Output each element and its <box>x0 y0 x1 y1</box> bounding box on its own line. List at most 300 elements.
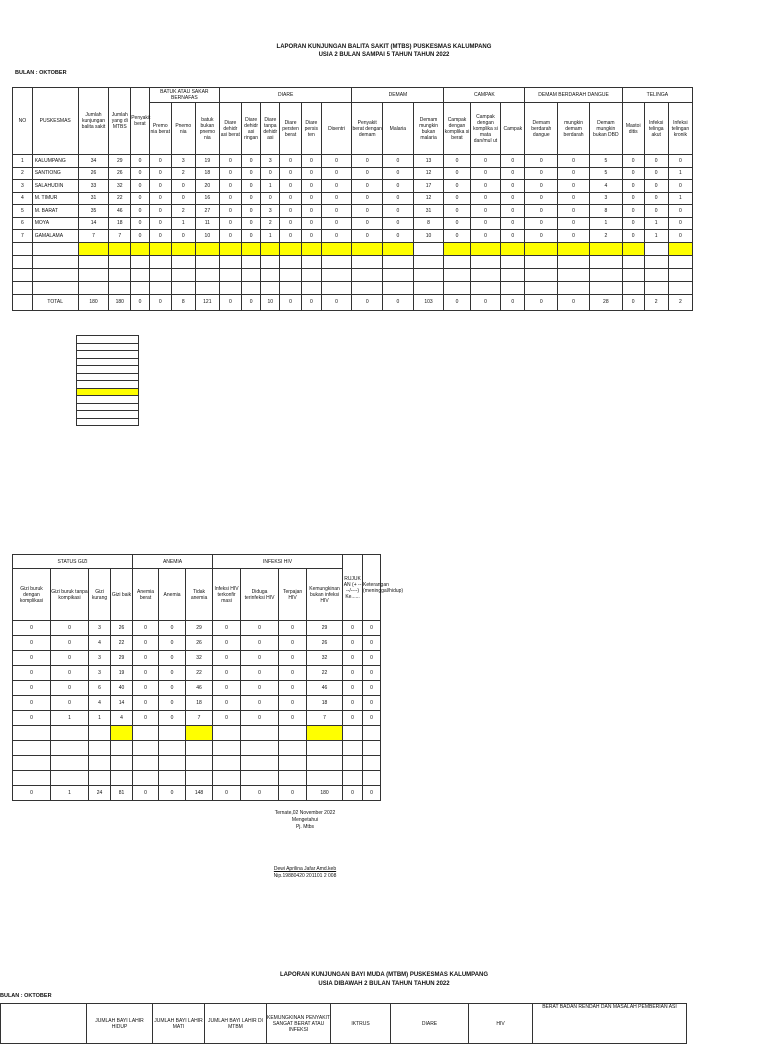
table-cell: 0 <box>321 167 352 180</box>
empty-cell <box>343 741 363 756</box>
table-cell: 29 <box>307 621 343 636</box>
empty-cell <box>321 268 352 281</box>
table-cell: 0 <box>644 155 668 168</box>
table-cell: 0 <box>241 681 279 696</box>
total-cell: 180 <box>78 294 109 310</box>
empty-cell <box>159 756 186 771</box>
empty-cell <box>89 741 111 756</box>
table-row <box>13 205 693 218</box>
table-cell: 7 <box>109 230 131 243</box>
side-cell <box>77 381 139 389</box>
table-cell: 0 <box>668 155 692 168</box>
empty-cell <box>32 242 78 255</box>
total-cell: 0 <box>219 294 241 310</box>
table-cell: 0 <box>470 205 501 218</box>
table-cell: 0 <box>352 217 383 230</box>
group-diare: DIARE <box>219 88 352 103</box>
table-cell: 7 <box>186 711 213 726</box>
table-cell: 0 <box>133 711 159 726</box>
table-cell: 0 <box>363 636 381 651</box>
group-batuk: BATUK ATAU SAKAR BERNAFAS <box>149 88 219 103</box>
empty-cell <box>186 726 213 741</box>
header-col-21: mungkin demam berdarah <box>558 103 590 155</box>
t2-header-col-3: Gizi baik <box>111 569 133 621</box>
table-cell: 0 <box>241 192 261 205</box>
empty-cell <box>131 242 150 255</box>
table-cell: 0 <box>280 192 302 205</box>
empty-cell <box>78 242 109 255</box>
header-col-15: Malaria <box>383 103 414 155</box>
table-cell: 0 <box>301 230 321 243</box>
total-cell: 0 <box>279 786 307 801</box>
table-cell: 6 <box>89 681 111 696</box>
header-kunjungan: Jumlah kunjungan balita sakit <box>78 88 109 155</box>
table-cell: 46 <box>109 205 131 218</box>
empty-row <box>13 268 693 281</box>
empty-cell <box>13 756 51 771</box>
empty-cell <box>622 268 644 281</box>
empty-cell <box>89 726 111 741</box>
header-col-18: Campak dengan komplika si mata dan/mul ut <box>470 103 501 155</box>
table-cell: GAMALAMA <box>32 230 78 243</box>
table-cell: 0 <box>383 167 414 180</box>
table-cell: 0 <box>159 696 186 711</box>
table-cell: 0 <box>558 217 590 230</box>
table-cell: 16 <box>195 192 219 205</box>
table-cell: 0 <box>343 681 363 696</box>
empty-cell <box>241 726 279 741</box>
empty-cell <box>525 268 558 281</box>
table-cell: 33 <box>78 180 109 193</box>
table-row <box>13 180 693 193</box>
table-row <box>13 167 693 180</box>
group-gizi: STATUS GIZI <box>13 555 133 569</box>
table-cell: 0 <box>525 155 558 168</box>
table-cell: 0 <box>241 180 261 193</box>
sig-line2: Mengetahui <box>291 817 319 823</box>
table-cell: 0 <box>13 681 51 696</box>
total-cell: 0 <box>525 294 558 310</box>
t2-header-col-6: Tidak anemia <box>186 569 213 621</box>
empty-cell <box>558 242 590 255</box>
table-cell: 0 <box>321 180 352 193</box>
table-cell: 0 <box>622 167 644 180</box>
table-cell: SALAHUDIN <box>32 180 78 193</box>
header-col-9: Diare dehidr asi ringan <box>241 103 261 155</box>
empty-cell <box>307 741 343 756</box>
empty-cell <box>343 771 363 786</box>
empty-cell <box>413 255 444 268</box>
empty-cell <box>109 242 131 255</box>
header-col-8: Diare dehidr asi berat <box>219 103 241 155</box>
table-cell: 34 <box>78 155 109 168</box>
table-cell: 0 <box>51 636 89 651</box>
empty-cell <box>149 255 171 268</box>
empty-cell <box>279 741 307 756</box>
table-cell: 0 <box>13 636 51 651</box>
empty-cell <box>279 771 307 786</box>
empty-row <box>13 741 381 756</box>
table-cell: 0 <box>343 711 363 726</box>
table-cell: 1 <box>89 711 111 726</box>
table-cell: 0 <box>280 180 302 193</box>
side-column <box>76 335 139 426</box>
empty-cell <box>644 268 668 281</box>
table-cell: 0 <box>149 230 171 243</box>
table-cell: 0 <box>343 636 363 651</box>
empty-cell <box>363 741 381 756</box>
table-cell: 0 <box>301 192 321 205</box>
empty-cell <box>501 255 525 268</box>
empty-cell <box>219 268 241 281</box>
table-cell: 0 <box>241 666 279 681</box>
empty-cell <box>13 771 51 786</box>
table-cell: 29 <box>109 155 131 168</box>
table-cell: 0 <box>558 230 590 243</box>
empty-cell <box>413 242 444 255</box>
header-col-5: Premo nia berat <box>149 103 171 155</box>
table-cell: 3 <box>261 205 280 218</box>
empty-cell <box>159 726 186 741</box>
table-cell: 2 <box>261 217 280 230</box>
table-cell: 0 <box>213 711 241 726</box>
table-cell: 0 <box>321 217 352 230</box>
table-cell: 0 <box>171 180 195 193</box>
empty-cell <box>213 726 241 741</box>
sig-place-date: Ternate,02 November 2022 <box>274 810 336 816</box>
side-cell <box>77 351 139 359</box>
table-cell: 22 <box>109 192 131 205</box>
table-cell: 1 <box>589 217 622 230</box>
total-cell: 121 <box>195 294 219 310</box>
table-cell: 0 <box>363 696 381 711</box>
table-cell: 0 <box>241 711 279 726</box>
table-cell: 0 <box>352 192 383 205</box>
empty-cell <box>363 771 381 786</box>
header-col-6: Pnemo nia <box>171 103 195 155</box>
group-dbd: DEMAM BERDARAH DANGUE <box>525 88 622 103</box>
empty-cell <box>413 268 444 281</box>
table-cell: 40 <box>111 681 133 696</box>
t3-header-ikterus: IKTRUS <box>331 1004 391 1044</box>
empty-cell <box>622 242 644 255</box>
total-cell: 0 <box>343 786 363 801</box>
total-cell: 0 <box>301 294 321 310</box>
table-cell: 0 <box>363 681 381 696</box>
empty-cell <box>352 255 383 268</box>
table-cell: 0 <box>51 696 89 711</box>
table-cell: 0 <box>363 711 381 726</box>
table-cell: 0 <box>219 205 241 218</box>
table-cell: 3 <box>261 155 280 168</box>
empty-cell <box>241 281 261 294</box>
table-cell: 0 <box>133 651 159 666</box>
table-cell: 0 <box>470 192 501 205</box>
table-cell: 0 <box>13 696 51 711</box>
empty-cell <box>32 255 78 268</box>
t3-header-diare: DIARE <box>391 1004 469 1044</box>
table-cell: 0 <box>159 666 186 681</box>
table-cell: 0 <box>279 636 307 651</box>
t2-header-col-9: Terpajan HIV <box>279 569 307 621</box>
empty-cell <box>171 268 195 281</box>
empty-cell <box>241 771 279 786</box>
table-cell: 0 <box>213 621 241 636</box>
header-col-13: Disentri <box>321 103 352 155</box>
empty-cell <box>241 242 261 255</box>
table-cell: 0 <box>383 217 414 230</box>
sig-nip: Nip.19880420 201101 2 008 <box>273 873 337 879</box>
table-cell: 18 <box>186 696 213 711</box>
table-cell: 0 <box>444 180 470 193</box>
total-cell: 81 <box>111 786 133 801</box>
table-cell: 0 <box>525 230 558 243</box>
table-cell: 0 <box>525 167 558 180</box>
empty-cell <box>78 281 109 294</box>
table-cell: 0 <box>149 192 171 205</box>
empty-row <box>13 771 381 786</box>
table-cell: 1 <box>261 230 280 243</box>
empty-cell <box>13 255 33 268</box>
group-campak: CAMPAK <box>444 88 525 103</box>
table-cell: 18 <box>195 167 219 180</box>
table-cell: 0 <box>279 651 307 666</box>
t3-header-mtbm: JUMLAH BAYI LAHIR DI MTBM <box>205 1004 267 1044</box>
table-cell: 0 <box>444 230 470 243</box>
empty-cell <box>171 281 195 294</box>
table-cell: 3 <box>89 621 111 636</box>
empty-cell <box>352 242 383 255</box>
t2-header-col-0: Gizi buruk dengan komplikasi <box>13 569 51 621</box>
table-cell: 31 <box>413 205 444 218</box>
table-cell: 1 <box>13 155 33 168</box>
empty-cell <box>307 726 343 741</box>
header-col-25: Infeksi telingan kronik <box>668 103 692 155</box>
header-col-20: Demam berdarah dangue <box>525 103 558 155</box>
empty-cell <box>352 268 383 281</box>
table-cell: 32 <box>109 180 131 193</box>
table-cell: 0 <box>219 167 241 180</box>
table-cell: 0 <box>279 666 307 681</box>
side-cell <box>77 403 139 411</box>
table-cell: 0 <box>279 711 307 726</box>
empty-cell <box>131 281 150 294</box>
table-cell: 0 <box>133 666 159 681</box>
table-cell: 0 <box>470 167 501 180</box>
table-cell: 0 <box>321 205 352 218</box>
table-cell: 0 <box>131 217 150 230</box>
header-keterangan: Keterangan (meninggal/hidup) <box>363 555 381 621</box>
table-cell: 11 <box>195 217 219 230</box>
header-col-16: Demam mungkin bukan malaria <box>413 103 444 155</box>
table-cell: 0 <box>213 666 241 681</box>
table-cell: 8 <box>413 217 444 230</box>
table-cell: 4 <box>13 192 33 205</box>
signature-name-block <box>245 866 365 880</box>
table-row <box>13 651 381 666</box>
total-cell: 2 <box>668 294 692 310</box>
header-col-12: Diare persis ten <box>301 103 321 155</box>
total-cell: 24 <box>89 786 111 801</box>
empty-cell <box>131 255 150 268</box>
empty-cell <box>111 741 133 756</box>
table-cell: 2 <box>171 167 195 180</box>
table-cell: 0 <box>131 205 150 218</box>
empty-cell <box>219 242 241 255</box>
table-cell: 0 <box>219 192 241 205</box>
table-cell: 0 <box>470 155 501 168</box>
empty-cell <box>195 255 219 268</box>
table-cell: 0 <box>383 192 414 205</box>
table-cell: 0 <box>51 651 89 666</box>
table-cell: 0 <box>383 230 414 243</box>
table-row <box>13 192 693 205</box>
table-row <box>13 155 693 168</box>
empty-cell <box>644 281 668 294</box>
table-cell: 0 <box>352 180 383 193</box>
empty-cell <box>111 771 133 786</box>
table-cell: 0 <box>668 180 692 193</box>
empty-row <box>13 756 381 771</box>
table-cell: 0 <box>171 230 195 243</box>
side-cell <box>77 411 139 419</box>
t2-header-col-1: Gizi buruk tanpa kompikasi <box>51 569 89 621</box>
table-cell: 0 <box>301 205 321 218</box>
empty-cell <box>668 242 692 255</box>
empty-cell <box>133 741 159 756</box>
table-cell: 2 <box>13 167 33 180</box>
table-row <box>13 666 381 681</box>
table-cell: 0 <box>343 696 363 711</box>
total-cell: 0 <box>241 294 261 310</box>
empty-cell <box>525 281 558 294</box>
table-cell: 0 <box>213 696 241 711</box>
empty-cell <box>301 255 321 268</box>
header-puskesmas: PUSKESMAS <box>32 88 78 155</box>
table-cell: 0 <box>321 192 352 205</box>
total-cell: 0 <box>383 294 414 310</box>
empty-cell <box>111 756 133 771</box>
table-cell: 22 <box>111 636 133 651</box>
table-cell: 32 <box>186 651 213 666</box>
table-cell: 0 <box>219 230 241 243</box>
t2-header-col-10: Kemungkinan bukan infeksi HIV <box>307 569 343 621</box>
table-cell: 26 <box>307 636 343 651</box>
table-cell: 2 <box>171 205 195 218</box>
empty-cell <box>159 771 186 786</box>
empty-cell <box>171 242 195 255</box>
group-hiv: INFEKSI HIV <box>213 555 343 569</box>
empty-cell <box>109 255 131 268</box>
empty-cell <box>195 281 219 294</box>
table-cell: 17 <box>413 180 444 193</box>
empty-cell <box>668 281 692 294</box>
empty-cell <box>133 756 159 771</box>
table-cell: 22 <box>307 666 343 681</box>
table-cell: 0 <box>622 155 644 168</box>
table-cell: 0 <box>383 155 414 168</box>
table-cell: 31 <box>78 192 109 205</box>
empty-cell <box>321 255 352 268</box>
table-cell: 0 <box>343 621 363 636</box>
empty-cell <box>343 756 363 771</box>
table-cell: 0 <box>383 205 414 218</box>
table-row <box>13 621 381 636</box>
table-cell: 0 <box>622 205 644 218</box>
table-cell: 0 <box>159 636 186 651</box>
group-anemia: ANEMIA <box>133 555 213 569</box>
table-cell: 0 <box>159 681 186 696</box>
table-cell: 0 <box>363 621 381 636</box>
table-cell: 0 <box>133 636 159 651</box>
table-cell: M. TIMUR <box>32 192 78 205</box>
empty-cell <box>558 268 590 281</box>
total-cell: TOTAL <box>32 294 78 310</box>
table-cell: 0 <box>525 205 558 218</box>
empty-cell <box>589 242 622 255</box>
total-cell: 0 <box>321 294 352 310</box>
empty-cell <box>51 726 89 741</box>
table-cell: 18 <box>307 696 343 711</box>
empty-cell <box>131 268 150 281</box>
side-cell <box>77 388 139 396</box>
t3-header-hidup: JUMLAH BAYI LAHIR HIDUP <box>87 1004 153 1044</box>
table-cell: 0 <box>501 192 525 205</box>
total-row <box>13 786 381 801</box>
table-cell: 10 <box>195 230 219 243</box>
empty-cell <box>279 726 307 741</box>
empty-cell <box>213 771 241 786</box>
empty-cell <box>111 726 133 741</box>
empty-cell <box>78 268 109 281</box>
table-cell: 0 <box>622 192 644 205</box>
table-cell: 0 <box>558 155 590 168</box>
empty-cell <box>383 242 414 255</box>
total-cell: 0 <box>622 294 644 310</box>
table-cell: 26 <box>186 636 213 651</box>
table-cell: 0 <box>131 180 150 193</box>
empty-cell <box>186 756 213 771</box>
header-col-14: Penyakit berat dengan demam <box>352 103 383 155</box>
table-cell: 6 <box>13 217 33 230</box>
table-cell: 0 <box>321 155 352 168</box>
table-cell: 0 <box>219 155 241 168</box>
table-cell: 0 <box>133 696 159 711</box>
total-cell: 180 <box>109 294 131 310</box>
table-cell: 0 <box>301 180 321 193</box>
empty-cell <box>589 281 622 294</box>
table-cell: 4 <box>111 711 133 726</box>
header-col-22: Demam mungkin bukan DBD <box>589 103 622 155</box>
mtbs-table <box>12 87 693 311</box>
table-cell: 1 <box>51 711 89 726</box>
empty-cell <box>133 771 159 786</box>
table-row <box>13 681 381 696</box>
t3-header-mati: JUMLAH BAYI LAHIR MATI <box>153 1004 205 1044</box>
empty-cell <box>219 255 241 268</box>
table-cell: 0 <box>51 681 89 696</box>
empty-row <box>13 242 693 255</box>
total-cell: 0 <box>149 294 171 310</box>
empty-cell <box>444 268 470 281</box>
empty-cell <box>186 771 213 786</box>
table-cell: 1 <box>171 217 195 230</box>
table-cell: 0 <box>13 711 51 726</box>
table-cell: 0 <box>352 230 383 243</box>
empty-cell <box>321 281 352 294</box>
total-cell: 28 <box>589 294 622 310</box>
report2-subtitle: USIA DIBAWAH 2 BULAN TAHUN TAHUN 2022 <box>318 981 450 987</box>
